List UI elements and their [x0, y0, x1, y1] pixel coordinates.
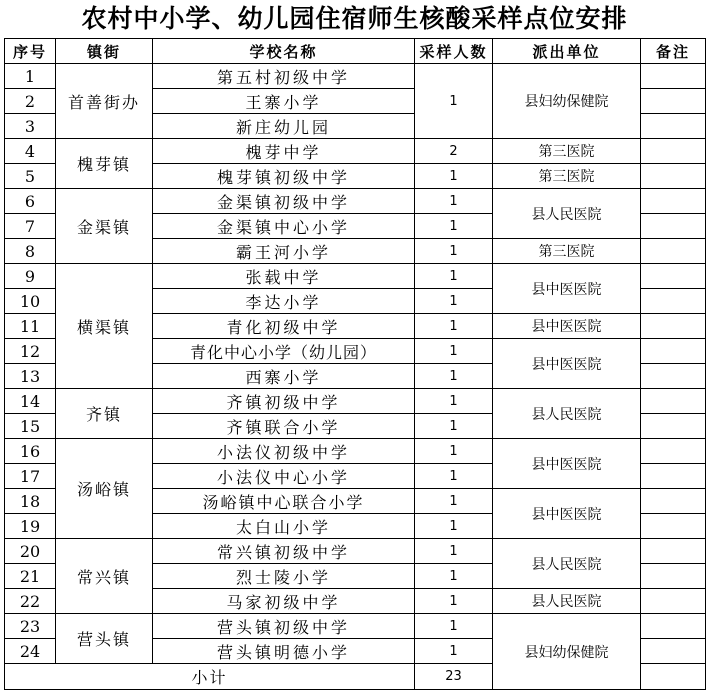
row-number: 21	[5, 564, 56, 589]
town-cell: 营头镇	[56, 614, 153, 664]
dispatch-unit: 县人民医院	[493, 189, 641, 239]
note-cell	[641, 389, 706, 414]
sample-count: 1	[415, 464, 493, 489]
note-cell	[641, 214, 706, 239]
school-name: 槐芽中学	[153, 139, 415, 164]
sample-count: 1	[415, 314, 493, 339]
note-cell	[641, 614, 706, 639]
town-cell: 金渠镇	[56, 189, 153, 264]
town-cell: 槐芽镇	[56, 139, 153, 189]
row-number: 24	[5, 639, 56, 664]
table-row	[5, 614, 706, 639]
sample-count: 1	[415, 164, 493, 189]
note-cell	[641, 189, 706, 214]
school-name: 小法仪初级中学	[153, 439, 415, 464]
subtotal-count: 23	[415, 664, 493, 690]
row-number: 8	[5, 239, 56, 264]
sample-count: 1	[415, 589, 493, 614]
row-number: 23	[5, 614, 56, 639]
school-name: 营头镇初级中学	[153, 614, 415, 639]
note-cell	[641, 64, 706, 89]
dispatch-unit: 县中医医院	[493, 264, 641, 314]
note-cell	[641, 314, 706, 339]
table-row	[5, 539, 706, 564]
sample-count: 1	[415, 639, 493, 664]
page-title: 农村中小学、幼儿园住宿师生核酸采样点位安排	[81, 4, 628, 33]
sample-count: 1	[415, 614, 493, 639]
school-name: 马家初级中学	[153, 589, 415, 614]
school-name: 齐镇联合小学	[153, 414, 415, 439]
school-name: 金渠镇中心小学	[153, 214, 415, 239]
town-cell: 横渠镇	[56, 264, 153, 389]
school-name: 汤峪镇中心联合小学	[153, 489, 415, 514]
school-name: 霸王河小学	[153, 239, 415, 264]
sample-count: 1	[415, 239, 493, 264]
school-name: 王寨小学	[153, 89, 415, 114]
sample-count: 1	[415, 64, 493, 139]
school-name: 第五村初级中学	[153, 64, 415, 89]
note-cell	[641, 339, 706, 364]
note-cell	[641, 464, 706, 489]
sample-count: 1	[415, 289, 493, 314]
note-cell	[641, 114, 706, 139]
row-number: 3	[5, 114, 56, 139]
sample-count: 1	[415, 389, 493, 414]
school-name: 齐镇初级中学	[153, 389, 415, 414]
sample-count: 2	[415, 139, 493, 164]
header-no: 序号	[5, 39, 56, 64]
town-cell: 汤峪镇	[56, 439, 153, 539]
row-number: 15	[5, 414, 56, 439]
sample-count: 1	[415, 439, 493, 464]
sample-count: 1	[415, 339, 493, 364]
school-name: 青化中心小学（幼儿园）	[153, 339, 415, 364]
row-number: 20	[5, 539, 56, 564]
sample-count: 1	[415, 564, 493, 589]
sample-count: 1	[415, 514, 493, 539]
note-cell	[641, 439, 706, 464]
row-number: 14	[5, 389, 56, 414]
note-cell	[641, 89, 706, 114]
header-unit: 派出单位	[493, 39, 641, 64]
table-row	[5, 189, 706, 214]
dispatch-unit: 县中医医院	[493, 439, 641, 489]
note-cell	[641, 164, 706, 189]
row-number: 11	[5, 314, 56, 339]
note-cell	[641, 589, 706, 614]
note-cell	[641, 539, 706, 564]
note-cell	[641, 564, 706, 589]
header-town: 镇街	[56, 39, 153, 64]
town-cell: 常兴镇	[56, 539, 153, 614]
dispatch-unit: 第三医院	[493, 139, 641, 164]
note-cell	[641, 414, 706, 439]
table-row	[5, 264, 706, 289]
row-number: 17	[5, 464, 56, 489]
note-cell	[641, 639, 706, 664]
header-school: 学校名称	[153, 39, 415, 64]
table-row	[5, 439, 706, 464]
dispatch-unit: 第三医院	[493, 164, 641, 189]
school-name: 小法仪中心小学	[153, 464, 415, 489]
table-row	[5, 139, 706, 164]
school-name: 西寨小学	[153, 364, 415, 389]
row-number: 10	[5, 289, 56, 314]
row-number: 16	[5, 439, 56, 464]
school-name: 金渠镇初级中学	[153, 189, 415, 214]
note-cell	[641, 289, 706, 314]
dispatch-unit: 县人民医院	[493, 539, 641, 589]
row-number: 13	[5, 364, 56, 389]
school-name: 槐芽镇初级中学	[153, 164, 415, 189]
table-row	[5, 64, 706, 89]
sample-count: 1	[415, 539, 493, 564]
note-cell	[641, 364, 706, 389]
dispatch-unit: 县人民医院	[493, 589, 641, 614]
row-number: 9	[5, 264, 56, 289]
school-name: 青化初级中学	[153, 314, 415, 339]
sample-count: 1	[415, 214, 493, 239]
row-number: 1	[5, 64, 56, 89]
row-number: 5	[5, 164, 56, 189]
row-number: 22	[5, 589, 56, 614]
sample-count: 1	[415, 414, 493, 439]
row-number: 7	[5, 214, 56, 239]
note-cell	[641, 514, 706, 539]
sample-count: 1	[415, 364, 493, 389]
dispatch-unit: 县妇幼保健院	[493, 614, 641, 690]
note-cell	[641, 489, 706, 514]
subtotal-label: 小计	[5, 664, 415, 690]
note-cell	[641, 139, 706, 164]
row-number: 4	[5, 139, 56, 164]
row-number: 2	[5, 89, 56, 114]
sample-count: 1	[415, 189, 493, 214]
dispatch-unit: 县妇幼保健院	[493, 64, 641, 139]
town-cell: 齐镇	[56, 389, 153, 439]
school-name: 李达小学	[153, 289, 415, 314]
dispatch-unit: 县人民医院	[493, 389, 641, 439]
sample-count: 1	[415, 489, 493, 514]
note-cell	[641, 264, 706, 289]
school-name: 张载中学	[153, 264, 415, 289]
row-number: 6	[5, 189, 56, 214]
dispatch-unit: 县中医医院	[493, 339, 641, 389]
dispatch-unit: 县中医医院	[493, 489, 641, 539]
header-count: 采样人数	[415, 39, 493, 64]
school-name: 营头镇明德小学	[153, 639, 415, 664]
row-number: 19	[5, 514, 56, 539]
school-name: 烈士陵小学	[153, 564, 415, 589]
table-row	[5, 389, 706, 414]
dispatch-unit: 第三医院	[493, 239, 641, 264]
dispatch-unit: 县中医医院	[493, 314, 641, 339]
sampling-schedule-table	[4, 38, 706, 690]
row-number: 12	[5, 339, 56, 364]
note-cell	[641, 664, 706, 690]
school-name: 太白山小学	[153, 514, 415, 539]
header-note: 备注	[641, 39, 706, 64]
school-name: 常兴镇初级中学	[153, 539, 415, 564]
school-name: 新庄幼儿园	[153, 114, 415, 139]
sample-count: 1	[415, 264, 493, 289]
row-number: 18	[5, 489, 56, 514]
header-row	[5, 39, 706, 64]
note-cell	[641, 239, 706, 264]
town-cell: 首善街办	[56, 64, 153, 139]
